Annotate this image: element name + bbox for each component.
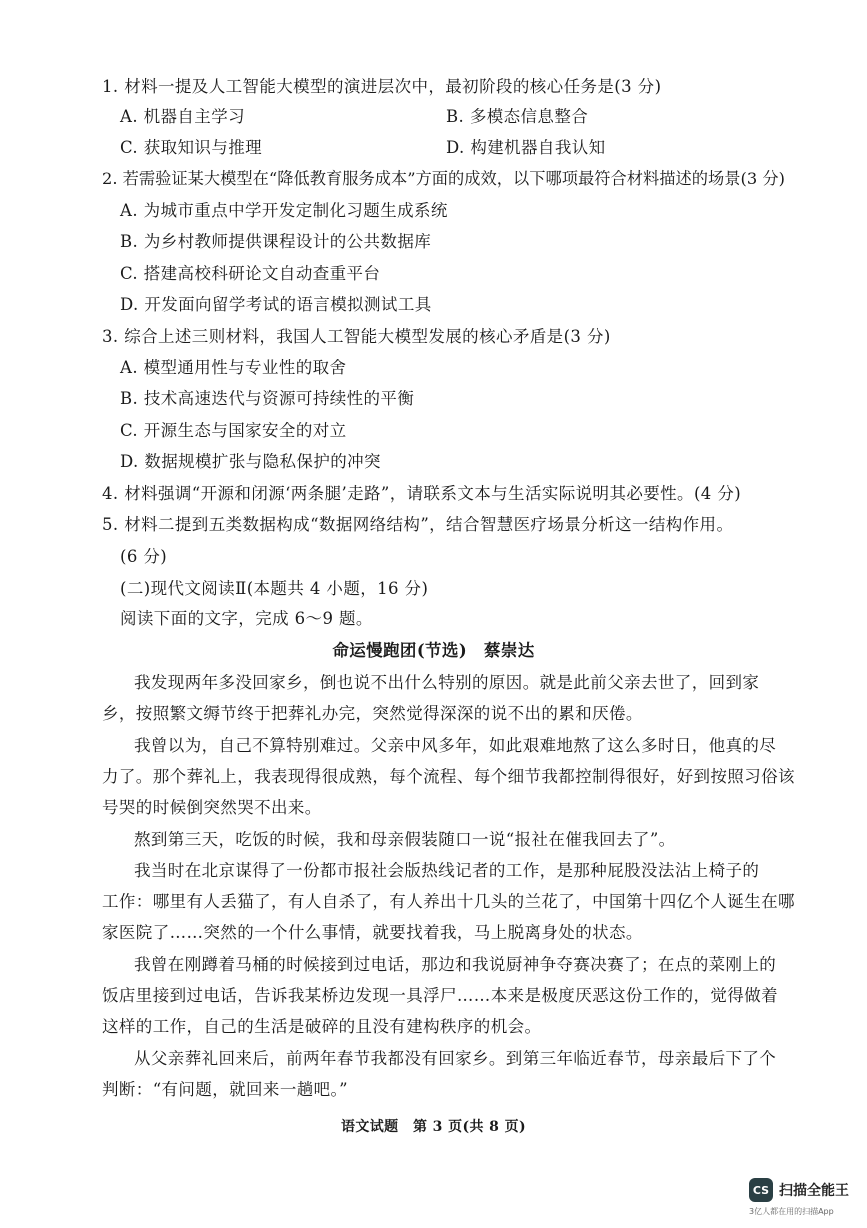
article-line: 号哭的时候倒突然哭不出来。 [102,798,322,817]
article-title: 命运慢跑团(节选) 蔡崇达 [332,641,535,660]
question-5-score: (6 分) [120,547,168,566]
question-3-stem: 3. 综合上述三则材料，我国人工智能大模型发展的核心矛盾是(3 分) [102,327,611,346]
question-1-option-d: D. 构建机器自我认知 [446,138,606,157]
section-heading: (二)现代文阅读Ⅱ(本题共 4 小题，16 分) [120,579,429,598]
question-1-option-a: A. 机器自主学习 [120,107,246,126]
article-line: 判断：“有问题，就回来一趟吧。” [102,1080,349,1099]
question-3-option-c: C. 开源生态与国家安全的对立 [120,421,347,440]
page-footer: 语文试题 第 3 页(共 8 页) [340,1119,527,1135]
article-line: 乡，按照繁文缛节终于把葬礼办完，突然觉得深深的说不出的累和厌倦。 [102,704,643,723]
watermark-tagline: 3亿人都在用的扫描App [749,1207,834,1216]
article-line: 力了。那个葬礼上，我表现得很成熟，每个流程、每个细节我都控制得很好，好到按照习俗该 [102,767,795,786]
question-2-stem: 2. 若需验证某大模型在“降低教育服务成本”方面的成效，以下哪项最符合材料描述的场景(3 分) [102,169,785,188]
question-5-stem: 5. 材料二提到五类数据构成“数据网络结构”，结合智慧医疗场景分析这一结构作用。 [102,515,734,534]
camscanner-logo-icon: CS [749,1178,773,1202]
article-line: 饭店里接到过电话，告诉我某桥边发现一具浮尸……本来是极度厌恶这份工作的，觉得做着 [102,986,778,1005]
question-3-option-d: D. 数据规模扩张与隐私保护的冲突 [120,452,381,471]
question-1-option-c: C. 获取知识与推理 [120,138,263,157]
question-3-option-a: A. 模型通用性与专业性的取舍 [120,358,347,377]
question-2-option-a: A. 为城市重点中学开发定制化习题生成系统 [120,201,448,220]
article-line: 熬到第三天，吃饭的时候，我和母亲假装随口一说“报社在催我回去了”。 [134,830,676,849]
article-line: 我曾在刚蹲着马桶的时候接到过电话，那边和我说厨神争夺赛决赛了；在点的菜刚上的 [134,955,777,974]
section-instruction: 阅读下面的文字，完成 6～9 题。 [120,609,373,628]
article-line: 家医院了……突然的一个什么事情，就要找着我，马上脱离身处的状态。 [102,923,643,942]
article-line: 工作：哪里有人丢猫了，有人自杀了，有人养出十几头的兰花了，中国第十四亿个人诞生在哪 [102,892,795,911]
article-line: 我发现两年多没回家乡，倒也说不出什么特别的原因。就是此前父亲去世了，回到家 [134,673,760,692]
question-1-option-b: B. 多模态信息整合 [446,107,589,126]
question-1-stem: 1. 材料一提及人工智能大模型的演进层次中，最初阶段的核心任务是(3 分) [102,77,662,96]
article-line: 这样的工作，自己的生活是破碎的且没有建构秩序的机会。 [102,1017,542,1036]
watermark-app-name: 扫描全能王 [779,1183,849,1199]
question-2-option-c: C. 搭建高校科研论文自动查重平台 [120,264,381,283]
article-line: 从父亲葬礼回来后，前两年春节我都没有回家乡。到第三年临近春节，母亲最后下了个 [134,1049,777,1068]
article-line: 我曾以为，自己不算特别难过。父亲中风多年，如此艰难地熬了这么多时日，他真的尽 [134,736,777,755]
question-2-option-d: D. 开发面向留学考试的语言模拟测试工具 [120,295,432,314]
article-line: 我当时在北京谋得了一份都市报社会版热线记者的工作，是那种屁股没法沾上椅子的 [134,861,760,880]
question-4-stem: 4. 材料强调“开源和闭源‘两条腿’走路”，请联系文本与生活实际说明其必要性。(4 分) [102,484,742,503]
question-3-option-b: B. 技术高速迭代与资源可持续性的平衡 [120,389,415,408]
scanner-watermark [749,1178,849,1202]
question-2-option-b: B. 为乡村教师提供课程设计的公共数据库 [120,232,432,251]
